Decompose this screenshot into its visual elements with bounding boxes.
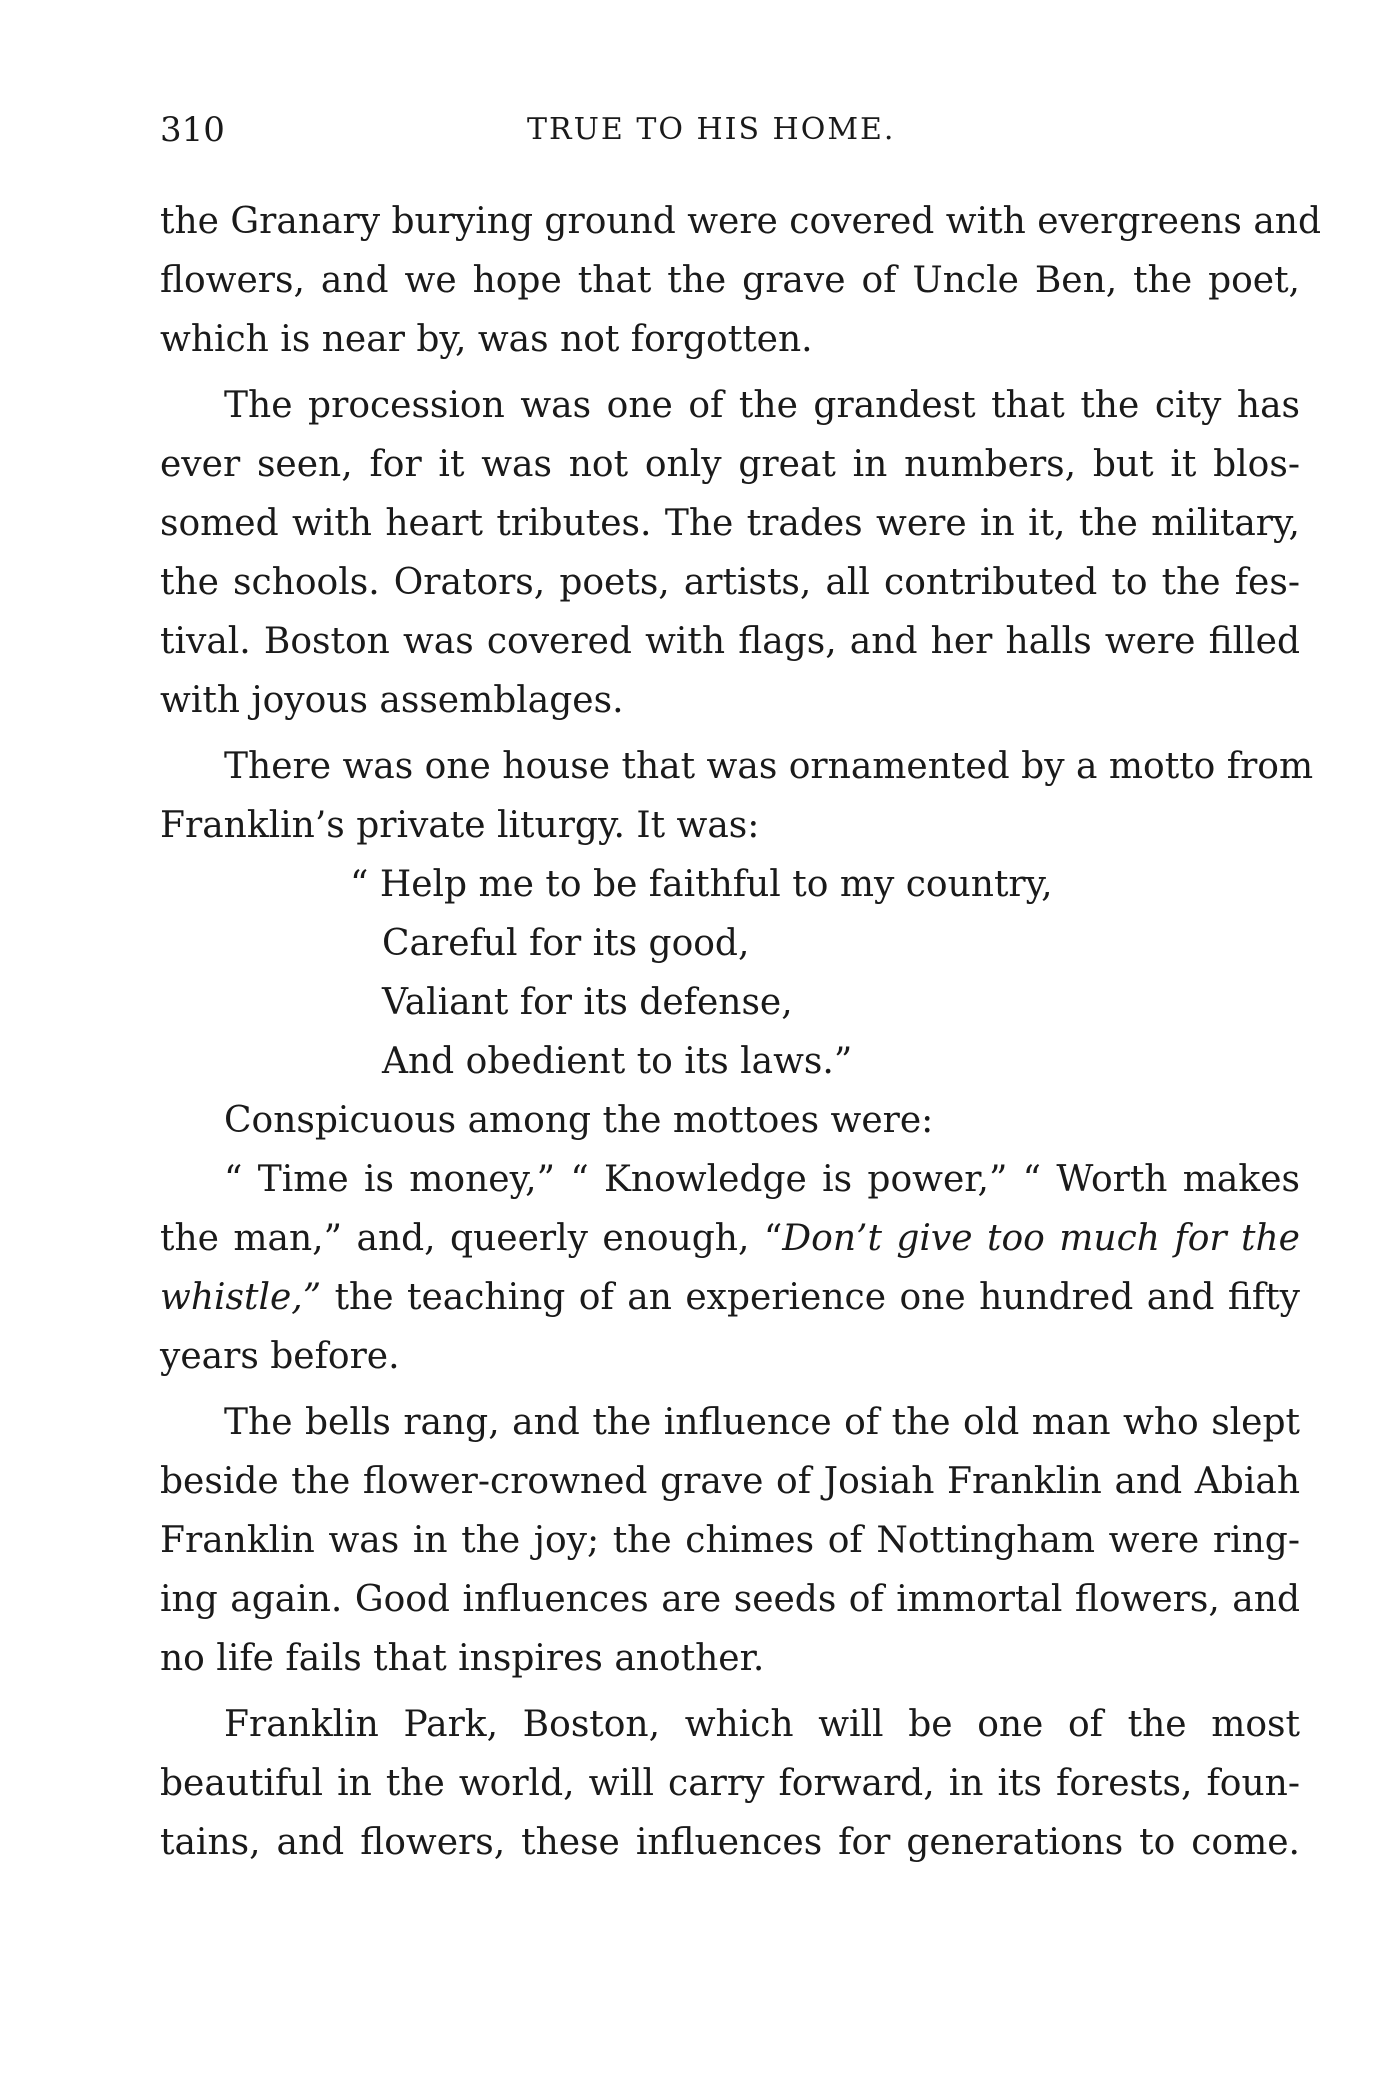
text-run: the teaching of an experience one hundred and fifty — [321, 1277, 1300, 1318]
verse-line: “ Help me to be faithful to my country, — [350, 864, 1053, 905]
paragraph — [160, 1695, 1300, 1872]
text-line: somed with heart tributes. The trades were in it, the military, — [160, 503, 1300, 544]
text-line: the Granary burying ground were covered with evergreens and — [160, 201, 1322, 242]
paragraph — [160, 1091, 1300, 1150]
italic-quote: whistle,” — [160, 1277, 322, 1318]
text-line: tains, and flowers, these influences for generations to come. — [160, 1822, 1300, 1863]
text-line: The procession was one of the grandest that the city has — [224, 385, 1300, 426]
text-line: Franklin Park, Boston, which will be one of the most — [224, 1704, 1300, 1745]
verse-line: Careful for its good, — [382, 923, 750, 964]
text-line: Franklin’s private liturgy. It was: — [160, 805, 760, 846]
text-line: the schools. Orators, poets, artists, all contributed to the fes- — [160, 562, 1300, 603]
paragraph — [160, 737, 1314, 855]
text-line: Franklin was in the joy; the chimes of Nottingham were ring- — [160, 1520, 1300, 1561]
paragraph — [160, 192, 1322, 369]
page-number: 310 — [160, 110, 225, 150]
text-line: beautiful in the world, will carry forward, in its forests, foun- — [160, 1763, 1300, 1804]
paragraph — [160, 1150, 1300, 1386]
verse-line: And obedient to its laws.” — [382, 1041, 853, 1082]
text-line — [160, 1209, 1300, 1268]
text-line: ing again. Good influences are seeds of immortal flowers, and — [160, 1579, 1300, 1620]
running-title: TRUE TO HIS HOME. — [527, 112, 896, 147]
body-text — [160, 192, 1322, 1872]
text-run: the man,” and, queerly enough, “ — [160, 1218, 783, 1259]
text-line: The bells rang, and the influence of the old man who slept — [224, 1402, 1300, 1443]
running-head — [160, 100, 1300, 160]
text-line: with joyous assemblages. — [160, 680, 624, 721]
text-line: years before. — [160, 1336, 400, 1377]
text-line: beside the flower-crowned grave of Josiah Franklin and Abiah — [160, 1461, 1300, 1502]
text-line: tival. Boston was covered with flags, and her halls were filled — [160, 621, 1300, 662]
text-line: which is near by, was not forgotten. — [160, 319, 813, 360]
text-line: Conspicuous among the mottoes were: — [224, 1100, 934, 1141]
verse-block — [160, 855, 1300, 1091]
text-line: There was one house that was ornamented by a motto from — [224, 746, 1314, 787]
text-line: ever seen, for it was not only great in numbers, but it blos- — [160, 444, 1300, 485]
paragraph — [160, 1393, 1300, 1688]
paragraph — [160, 376, 1300, 730]
verse-line: Valiant for its defense, — [382, 982, 793, 1023]
italic-quote: Don’t give too much for the — [782, 1218, 1300, 1259]
text-line: “ Time is money,” “ Knowledge is power,” “ Worth makes — [224, 1159, 1300, 1200]
book-page — [160, 100, 1322, 1863]
text-line — [160, 1268, 1300, 1327]
text-line: flowers, and we hope that the grave of Uncle Ben, the poet, — [160, 260, 1300, 301]
text-line: no life fails that inspires another. — [160, 1638, 765, 1679]
